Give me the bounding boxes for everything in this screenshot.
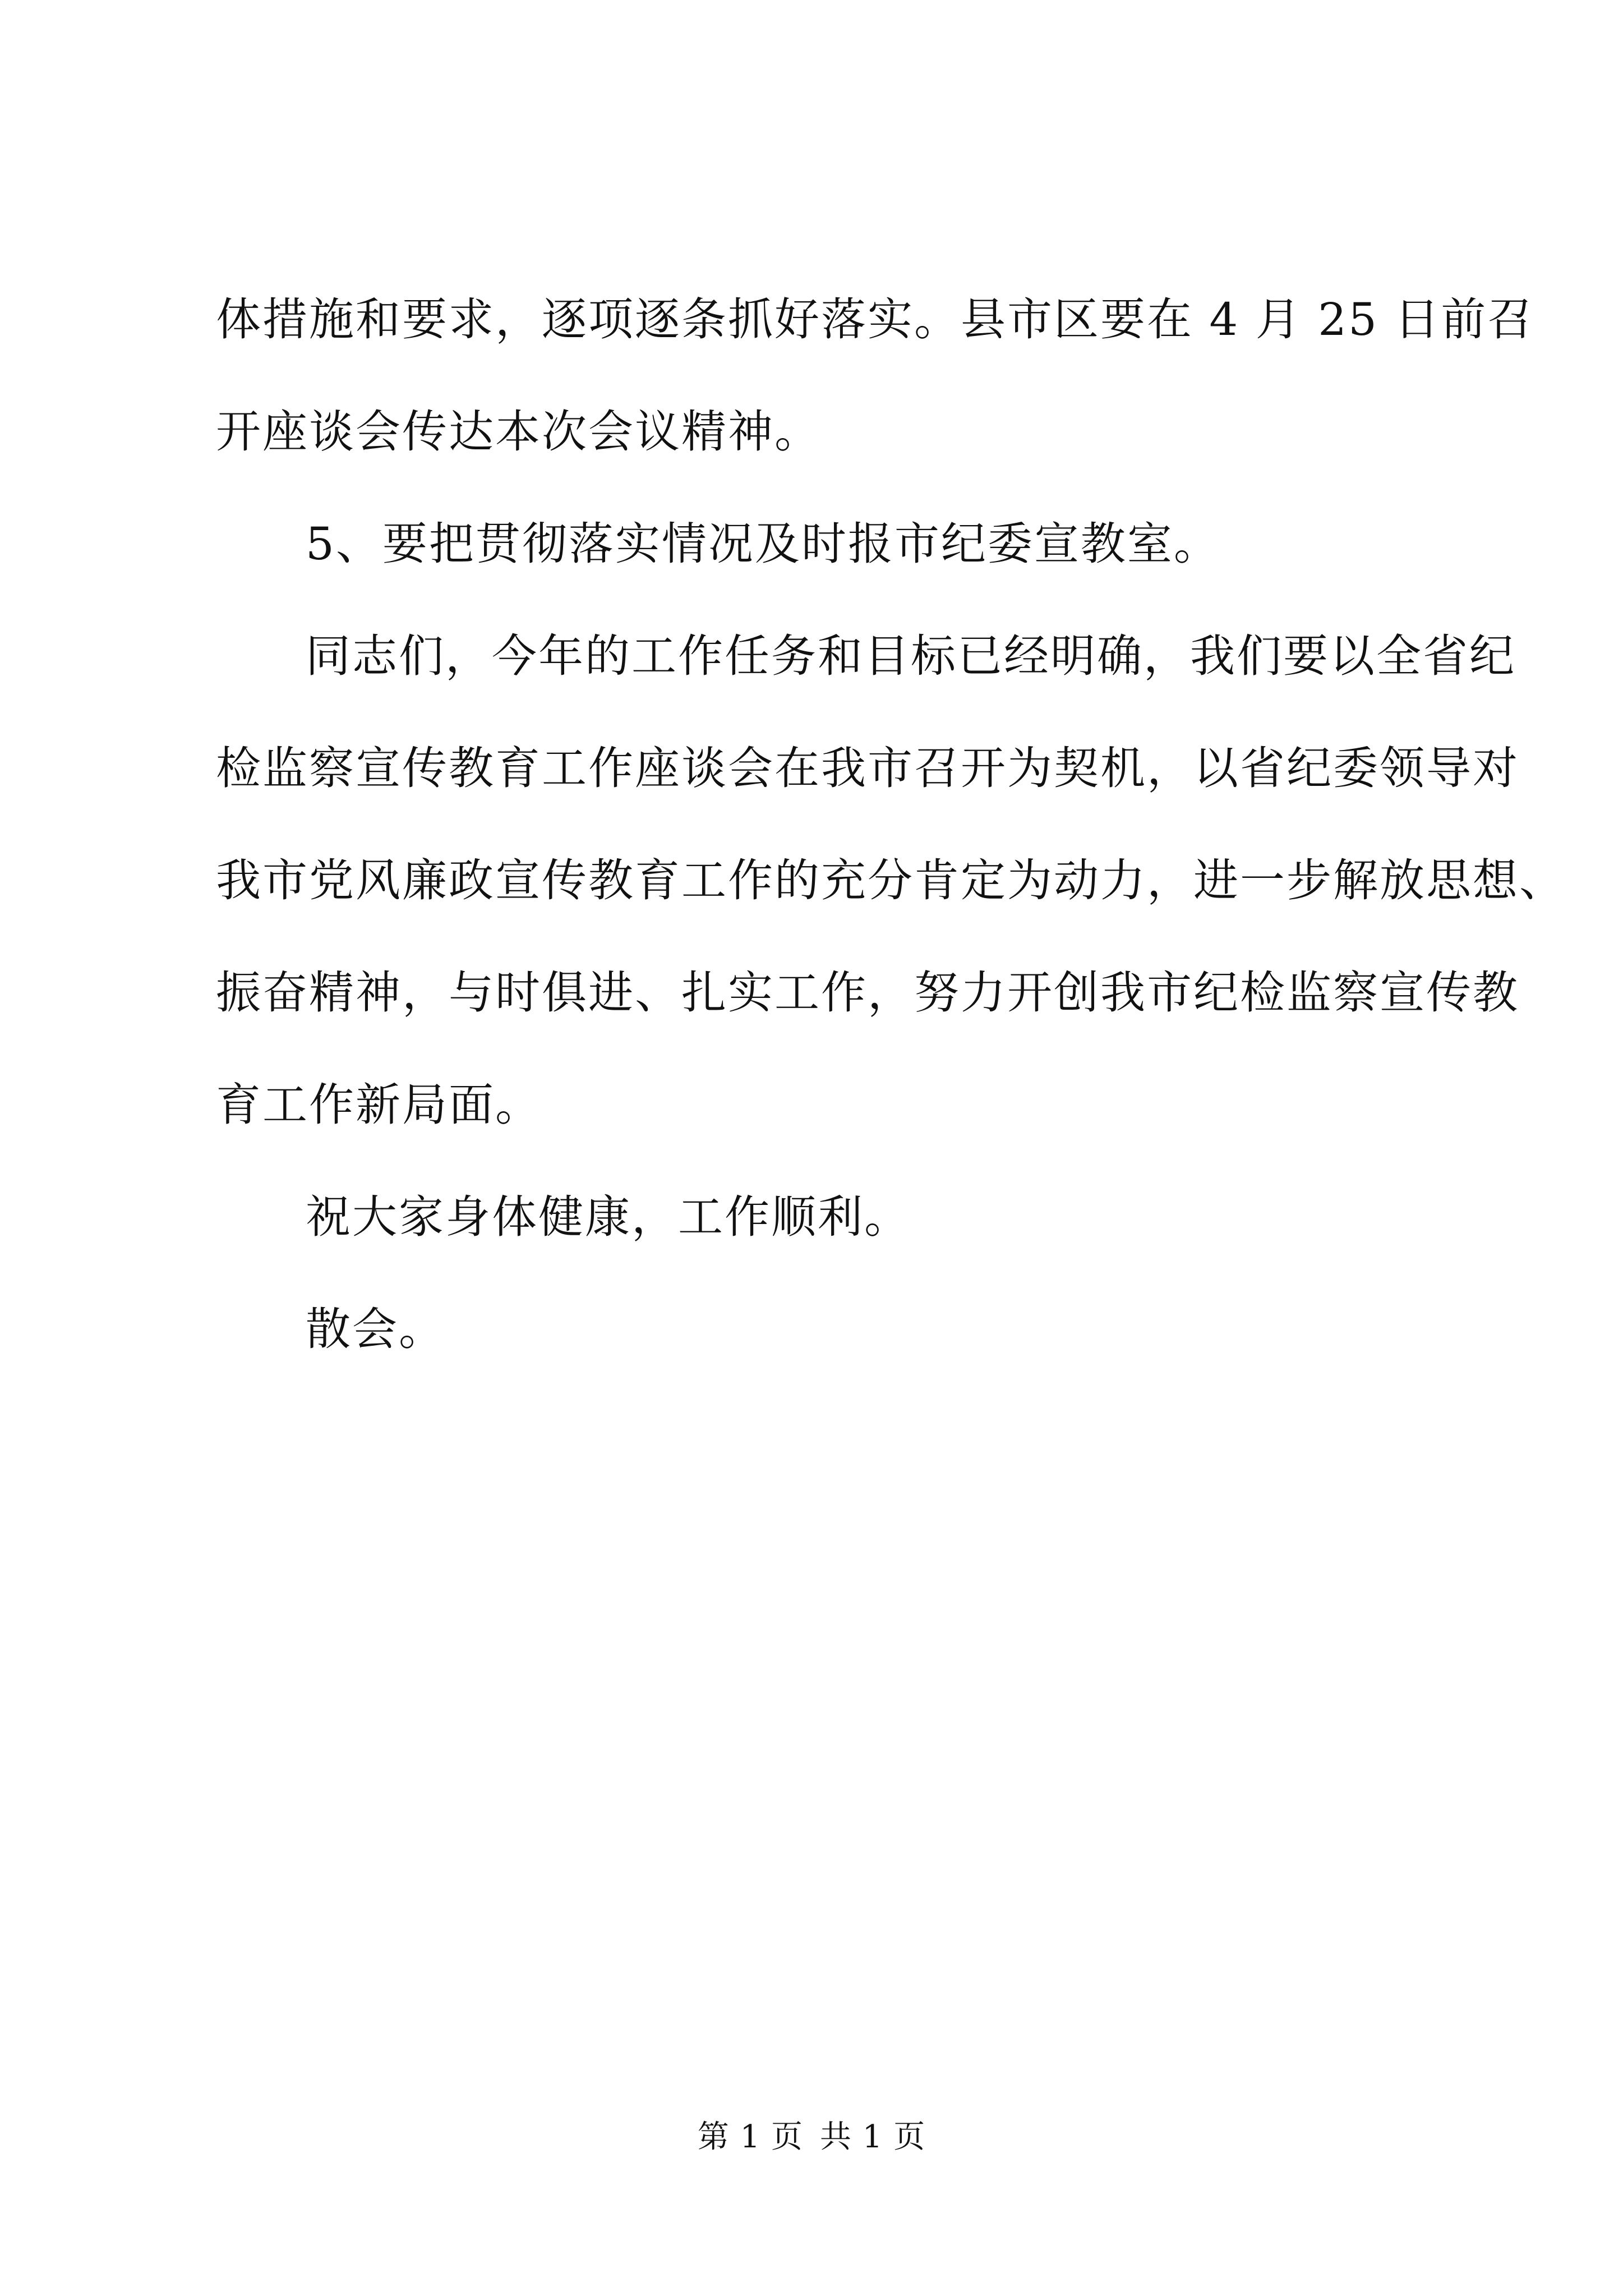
paragraph-line: 我市党风廉政宣传教育工作的充分肯定为动力，进一步解放思想、 — [216, 854, 1566, 907]
paragraph-line: 开座谈会传达本次会议精神。 — [216, 406, 821, 458]
paragraph-line: 散会。 — [306, 1303, 445, 1355]
paragraph-line: 体措施和要求，逐项逐条抓好落实。县市区要在 4 月 25 日前召 — [216, 293, 1534, 346]
page-number-total: 共 1 页 — [820, 2119, 926, 2155]
paragraph-line: 振奋精神，与时俱进、扎实工作，努力开创我市纪检监察宣传教 — [216, 967, 1519, 1019]
paragraph-line: 检监察宣传教育工作座谈会在我市召开为契机，以省纪委领导对 — [216, 742, 1519, 794]
paragraph-line: 同志们，今年的工作任务和目标已经明确，我们要以全省纪 — [306, 630, 1516, 682]
document-body — [216, 264, 1566, 1386]
paragraph-line: 祝大家身体健康，工作顺利。 — [306, 1191, 911, 1243]
page-number-current: 第 1 页 — [697, 2119, 803, 2155]
page-footer — [0, 2115, 1623, 2160]
paragraph-line: 育工作新局面。 — [216, 1079, 542, 1131]
paragraph-line: 5、要把贯彻落实情况及时报市纪委宣教室。 — [306, 518, 1220, 570]
